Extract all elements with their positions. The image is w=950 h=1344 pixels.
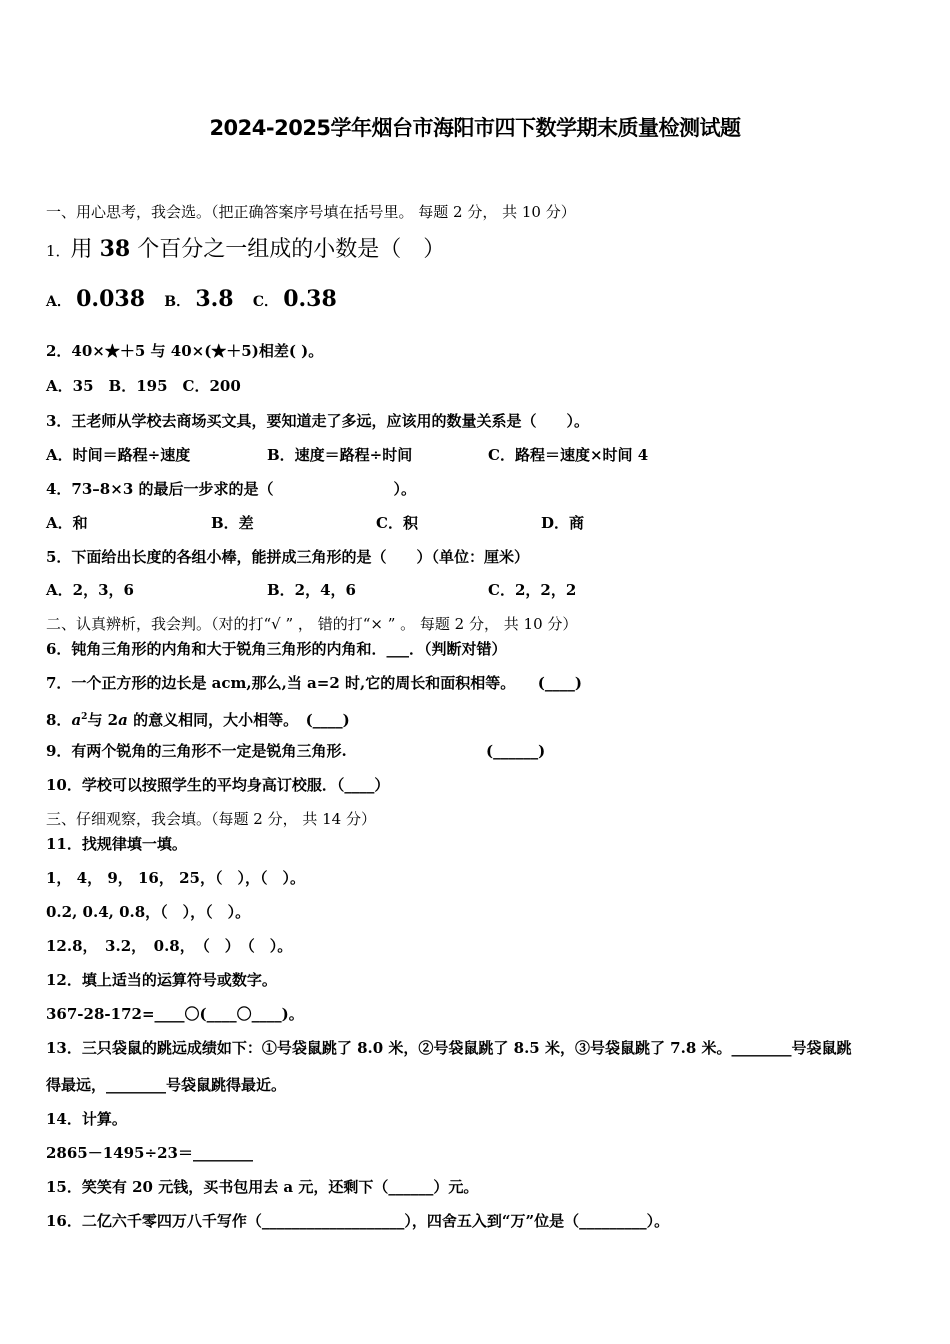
q1-number: 1． [46, 242, 71, 260]
question-5-options [46, 580, 576, 600]
question-12-expression: 367-28-172=____〇(____〇____)。 [46, 1005, 304, 1023]
question-1 [46, 235, 445, 265]
q3-option-b: B．速度＝路程÷时间 [267, 446, 413, 464]
q8-number: 8． [46, 711, 72, 729]
question-11: 11．找规律填一填。 [46, 835, 187, 853]
question-3: 3．王老师从学校去商场买文具，要知道走了多远，应该用的数量关系是（ ）。 [46, 412, 589, 430]
question-11-seq-c: 12.8， 3.2， 0.8， （ ） （ ）。 [46, 937, 293, 955]
q8-var-a2: a [118, 711, 128, 729]
question-8 [46, 707, 350, 730]
question-1-options [46, 286, 351, 315]
question-13-line1: 13．三只袋鼠的跳远成绩如下：①号袋鼠跳了 8.0 米，②号袋鼠跳了 8.5 米，③号袋鼠跳了 7.8 米。________号袋鼠跳 [46, 1039, 852, 1057]
q8-mid: 与 2 [87, 711, 119, 729]
q4-option-a: A．和 [46, 514, 88, 532]
q9-text: 9．有两个锐角的三角形不一定是锐角三角形. [46, 742, 347, 760]
question-2-options: A．35 B．195 C．200 [46, 377, 241, 395]
question-11-seq-b: 0.2, 0.4, 0.8，（ ），（ ）。 [46, 903, 251, 921]
q4-option-b: B．差 [211, 514, 254, 532]
q1-option-b-value: 3.8 [195, 286, 234, 312]
q4-option-d: D．商 [541, 514, 585, 532]
q9-blank: (______) [486, 742, 546, 760]
question-2: 2．40×★＋5 与 40×(★＋5)相差( )。 [46, 342, 324, 360]
question-4: 4．73–8×3 的最后一步求的是（ ）。 [46, 480, 416, 498]
q8-post: 的意义相同，大小相等。 (____) [133, 711, 350, 729]
q1-post: 个百分之一组成的小数是（ ） [137, 237, 446, 262]
q1-number-38: 38 [99, 236, 131, 262]
q1-pre: 用 [70, 237, 93, 262]
section1-header: 一、用心思考，我会选。（把正确答案序号填在括号里。 每题 2 分， 共 10 分） [46, 203, 576, 221]
question-3-options [46, 445, 648, 465]
q5-option-a: A．2，3，6 [46, 581, 134, 599]
document-title: 2024-2025学年烟台市海阳市四下数学期末质量检测试题 [209, 116, 741, 140]
question-16: 16．二亿六千零四万八千写作（___________________），四舍五入到“万”位是（_________）。 [46, 1212, 670, 1230]
question-6: 6．钝角三角形的内角和大于锐角三角形的内角和．___．（判断对错） [46, 640, 507, 658]
q1-option-c-value: 0.38 [283, 286, 337, 312]
question-12: 12．填上适当的运算符号或数字。 [46, 971, 277, 989]
question-4-options [46, 513, 584, 533]
q8-exponent: 2 [81, 712, 88, 722]
q4-option-c: C．积 [376, 514, 418, 532]
q1-option-a-label: A． [46, 294, 71, 310]
question-14-expression: 2865－1495÷23＝________ [46, 1144, 253, 1162]
section3-header: 三、仔细观察，我会填。（每题 2 分， 共 14 分） [46, 810, 376, 828]
q5-option-b: B．2，4，6 [267, 581, 356, 599]
q3-option-a: A．时间＝路程÷速度 [46, 446, 191, 464]
q1-option-c-label: C． [252, 294, 278, 310]
question-15: 15．笑笑有 20 元钱，买书包用去 a 元，还剩下（______）元。 [46, 1178, 479, 1196]
q1-option-b-label: B． [164, 294, 191, 310]
question-7: 7．一个正方形的边长是 acm,那么,当 a=2 时,它的周长和面积相等。 (____) [46, 674, 582, 692]
q5-option-c: C．2，2，2 [488, 581, 577, 599]
question-5: 5．下面给出长度的各组小棒，能拼成三角形的是（ ）（单位：厘米） [46, 548, 529, 566]
question-13-line2: 得最远，________号袋鼠跳得最近。 [46, 1076, 287, 1094]
question-10: 10．学校可以按照学生的平均身高订校服．（____） [46, 776, 390, 794]
q1-option-a-value: 0.038 [76, 286, 145, 312]
question-9 [46, 741, 545, 761]
question-14: 14．计算。 [46, 1110, 127, 1128]
q3-option-c: C．路程＝速度×时间 4 [488, 446, 649, 464]
section2-header: 二、认真辨析，我会判。（对的打“√ ” ， 错的打“× ” 。 每题 2 分， 共 10 分） [46, 615, 578, 633]
question-11-seq-a: 1， 4， 9， 16， 25，（ ），（ ）。 [46, 869, 305, 887]
q8-var-a: a [71, 711, 82, 729]
